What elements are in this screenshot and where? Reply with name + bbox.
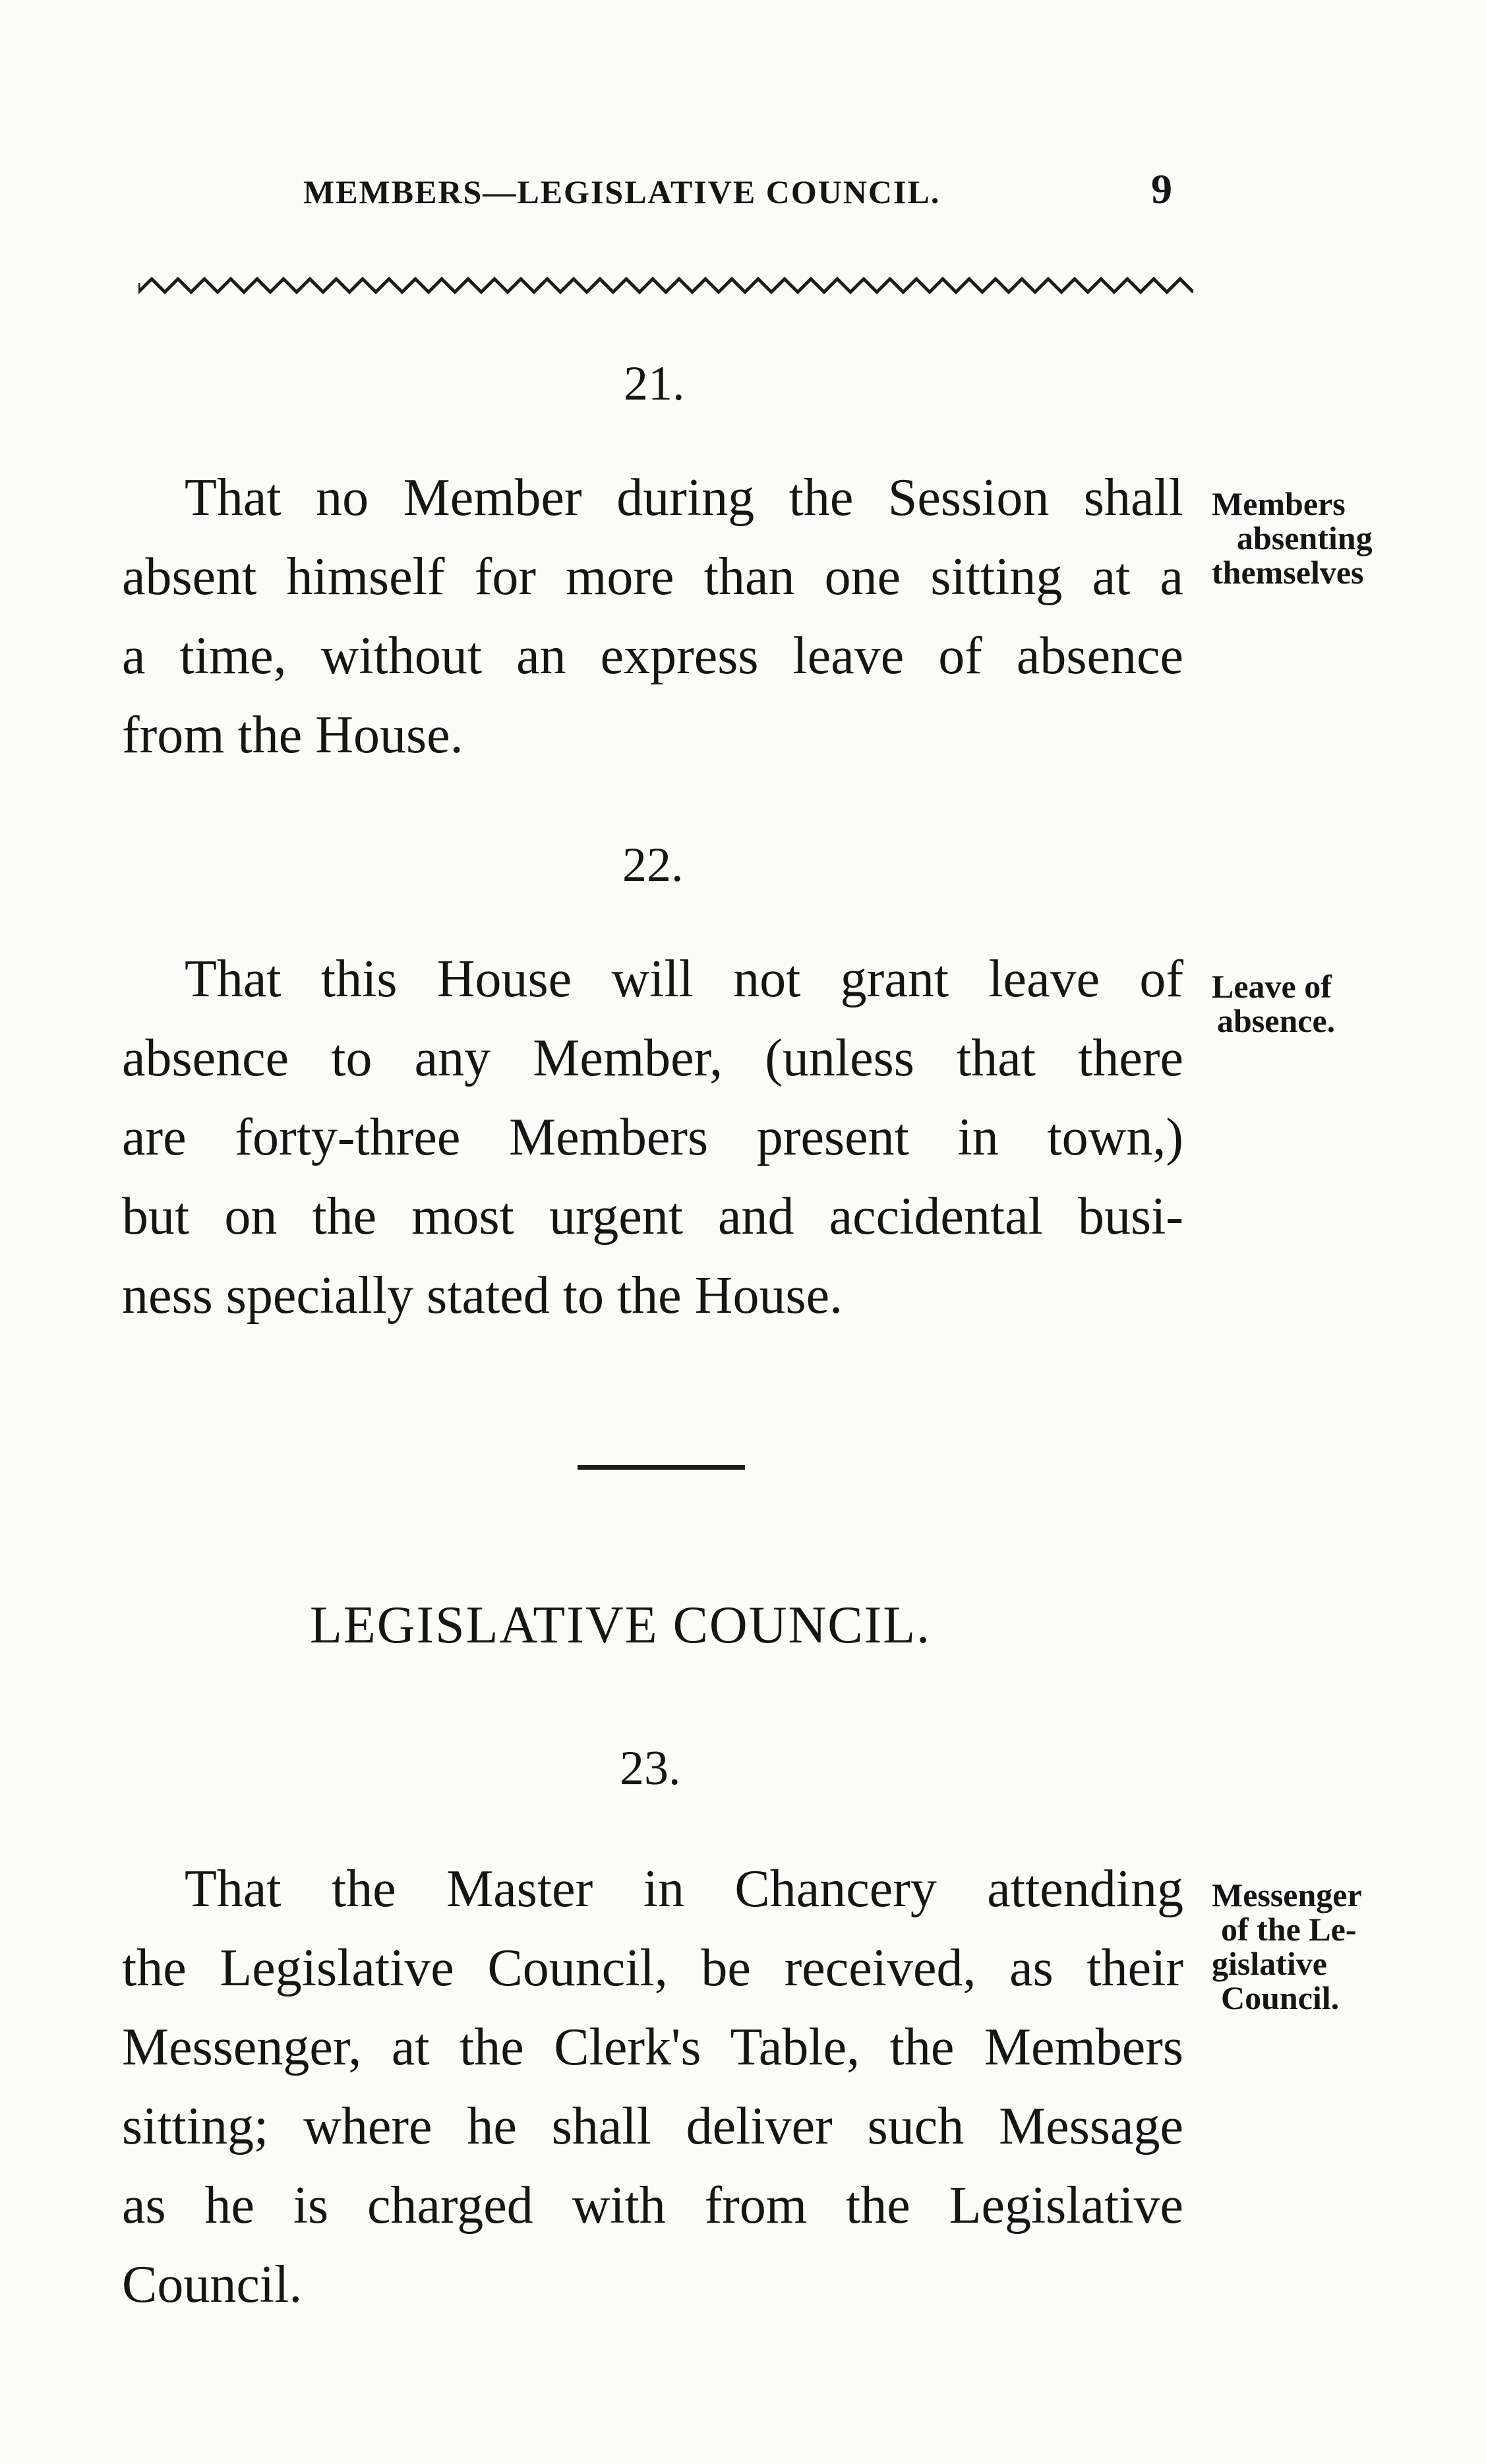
section-22-paragraph xyxy=(122,940,1183,1335)
sidenote-line: Council. xyxy=(1221,1979,1340,2016)
page-number: 9 xyxy=(1151,165,1172,212)
running-title: MEMBERS—LEGISLATIVE COUNCIL. xyxy=(303,173,941,210)
decorative-wavy-rule xyxy=(138,274,1193,300)
paragraph-line: a time, without an express leave of absence xyxy=(122,627,1183,685)
paragraph-line: as he is charged with from the Legislative xyxy=(122,2177,1183,2235)
paragraph-line: sitting; where he shall deliver such Message xyxy=(122,2097,1183,2155)
sidenote-messenger xyxy=(1212,1878,1362,2015)
paragraph-line: ness specially stated to the House. xyxy=(122,1267,843,1325)
paragraph-line: That this House will not grant leave of xyxy=(185,950,1183,1008)
sidenote-members-absenting xyxy=(1212,487,1373,589)
sidenote-line: of the Le- xyxy=(1221,1911,1357,1948)
paragraph-line: Messenger, at the Clerk's Table, the Members xyxy=(122,2018,1183,2076)
section-number-22: 22. xyxy=(622,838,684,892)
paragraph-line: but on the most urgent and accidental busi- xyxy=(122,1187,1183,1246)
sidenote-line: absence. xyxy=(1217,1002,1336,1039)
sidenote-line: Leave of xyxy=(1212,968,1332,1005)
sidenote-line: Messenger xyxy=(1212,1877,1362,1913)
paragraph-line: That no Member during the Session shall xyxy=(185,469,1183,527)
sidenote-leave-of-absence xyxy=(1212,969,1335,1038)
paragraph-line: Council. xyxy=(122,2256,303,2314)
paragraph-line: absent himself for more than one sitting at a xyxy=(122,548,1183,606)
sidenote-line: Members xyxy=(1212,485,1346,522)
sidenote-line: gislative xyxy=(1212,1945,1327,1982)
section-23-paragraph xyxy=(122,1849,1183,2324)
sidenote-line: themselves xyxy=(1212,554,1364,591)
paragraph-line: from the House. xyxy=(122,706,463,764)
section-heading: LEGISLATIVE COUNCIL. xyxy=(310,1596,932,1654)
paragraph-line: are forty-three Members present in town,) xyxy=(122,1108,1183,1166)
section-divider-rule xyxy=(578,1465,745,1470)
section-number-23: 23. xyxy=(620,1741,681,1795)
paragraph-line: the Legislative Council, be received, as their xyxy=(122,1939,1183,1997)
paragraph-line: absence to any Member, (unless that there xyxy=(122,1029,1183,1087)
section-21-paragraph xyxy=(122,458,1183,775)
section-number-21: 21. xyxy=(624,357,685,411)
paragraph-line: That the Master in Chancery attending xyxy=(185,1860,1183,1918)
sidenote-line: absenting xyxy=(1237,520,1373,556)
